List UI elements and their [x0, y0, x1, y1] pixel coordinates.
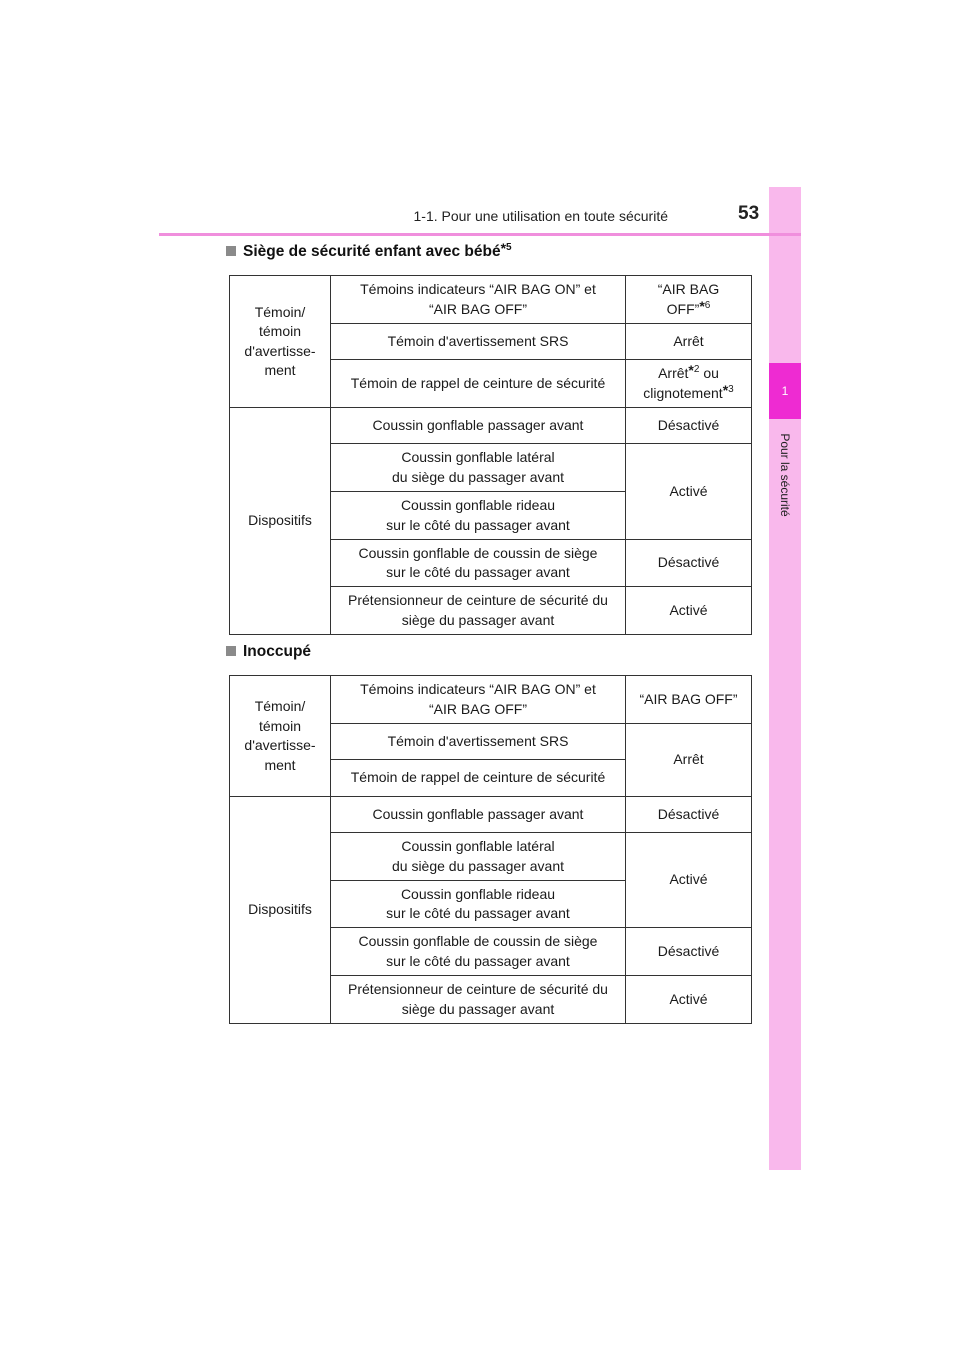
- table-cell-item: Prétensionneur de ceinture de sécurité du siège du passager avant: [331, 587, 626, 635]
- table-cell-value: Désactivé: [626, 928, 752, 976]
- table-cell-value: Désactivé: [626, 408, 752, 444]
- table-cell-item: Témoins indicateurs “AIR BAG ON” et “AIR BAG OFF”: [331, 276, 626, 324]
- table-cell-item: Prétensionneur de ceinture de sécurité du siège du passager avant: [331, 976, 626, 1024]
- footnote-ref: 5: [506, 242, 512, 253]
- footnote-asterisk-icon: *: [722, 381, 729, 398]
- chapter-label: Pour la sécurité: [778, 433, 792, 517]
- table-cell-item: Témoin de rappel de ceinture de sécurité: [331, 360, 626, 408]
- table-row: [230, 797, 752, 833]
- table-cell-item: Coussin gonflable de coussin de siège sur le côté du passager avant: [331, 540, 626, 587]
- table-cell-item: Coussin gonflable passager avant: [331, 797, 626, 833]
- table-cell-value: Activé: [626, 976, 752, 1024]
- chapter-number: 1: [781, 384, 789, 398]
- child-seat-table: [229, 275, 752, 635]
- row-group-label: Dispositifs: [230, 408, 331, 635]
- table-cell-item: Coussin gonflable passager avant: [331, 408, 626, 444]
- footnote-asterisk-icon: *: [699, 297, 705, 314]
- table-cell-item: Témoin de rappel de ceinture de sécurité: [331, 760, 626, 797]
- footnote-asterisk-icon: *: [688, 362, 694, 378]
- table-cell-item: Témoin d'avertissement SRS: [331, 324, 626, 360]
- chapter-title: 1-1. Pour une utilisation en toute sécurité: [413, 208, 668, 224]
- row-group-label: Témoin/ témoin d'avertisse- ment: [230, 676, 331, 797]
- table-cell-item: Coussin gonflable de coussin de siège sur le côté du passager avant: [331, 928, 626, 976]
- table-cell-value: Arrêt: [626, 724, 752, 797]
- footnote-ref: 6: [704, 299, 711, 311]
- table-cell-item: Coussin gonflable latéral du siège du passager avant: [331, 444, 626, 492]
- row-group-label: Témoin/ témoin d'avertisse- ment: [230, 276, 331, 408]
- table-cell-value: “AIR BAG OFF”*$^6$: [626, 276, 752, 324]
- row-group-label: Dispositifs: [230, 797, 331, 1024]
- table-cell-value: Désactivé: [626, 797, 752, 833]
- table-cell-item: Coussin gonflable rideau sur le côté du passager avant: [331, 881, 626, 928]
- table-cell-value: “AIR BAG OFF”: [626, 676, 752, 724]
- table-cell-value: Arrêt*$^2$ ou clignotement*$^3$: [626, 360, 752, 408]
- table-cell-value: Désactivé: [626, 540, 752, 587]
- table-row: [230, 676, 752, 724]
- table-cell-item: Témoins indicateurs “AIR BAG ON” et “AIR BAG OFF”: [331, 676, 626, 724]
- table-cell-value: Arrêt: [626, 324, 752, 360]
- table-cell-value: Activé: [626, 833, 752, 928]
- section-title-child-seat: Siège de sécurité enfant avec bébé*$^5$: [226, 242, 512, 261]
- chapter-tab[interactable]: [769, 363, 801, 419]
- page-number: 53: [738, 203, 760, 224]
- table-cell-item: Coussin gonflable rideau sur le côté du passager avant: [331, 492, 626, 540]
- table-cell-item: Témoin d'avertissement SRS: [331, 724, 626, 760]
- section-title-unoccupied: Inoccupé: [226, 643, 311, 661]
- header-divider: [159, 233, 801, 236]
- bullet-square-icon: [226, 246, 236, 256]
- footnote-ref: 2: [693, 364, 700, 375]
- chapter-sidebar: [769, 187, 801, 1170]
- footnote-asterisk-icon: *: [500, 240, 507, 257]
- table-cell-value: Activé: [626, 587, 752, 635]
- table-cell-value: Activé: [626, 444, 752, 540]
- bullet-square-icon: [226, 646, 236, 656]
- table-row: [230, 276, 752, 324]
- table-cell-item: Coussin gonflable latéral du siège du passager avant: [331, 833, 626, 881]
- unoccupied-table: [229, 675, 752, 1024]
- footnote-ref: 3: [728, 383, 734, 395]
- table-row: [230, 408, 752, 444]
